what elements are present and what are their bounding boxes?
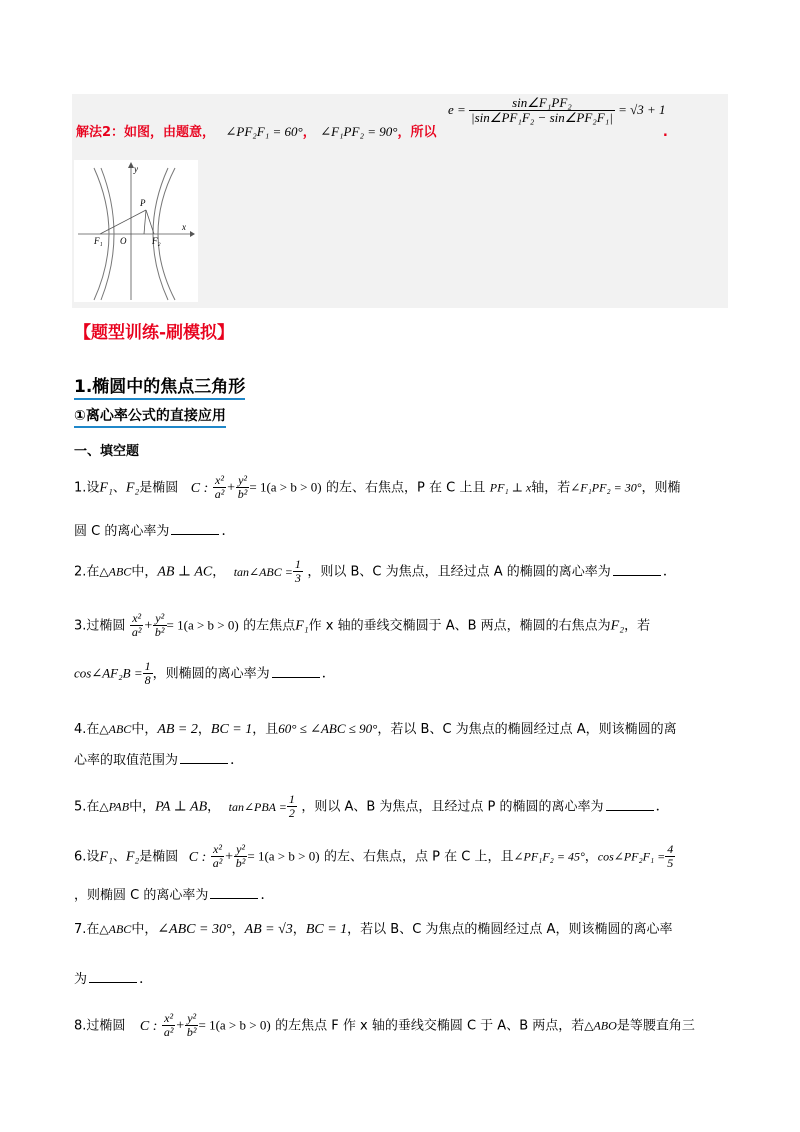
q2-c: 中， <box>131 564 158 580</box>
q8-den1: a² <box>163 1025 174 1040</box>
q4-e: ， <box>197 722 211 737</box>
q5-a: 5.在 <box>74 799 100 815</box>
label-x: x <box>182 222 186 232</box>
q1-c: 、 <box>112 480 126 496</box>
q1-h: PF₁ ⊥ x <box>489 480 532 495</box>
q6-h: ∠PF₁F₂ = 45° <box>513 849 585 864</box>
q5-f: tan∠PBA = <box>228 799 287 814</box>
q7-d: ∠ABC = 30° <box>157 922 232 937</box>
q6-den: 5 <box>667 856 674 871</box>
q6-a: 6.设 <box>74 849 100 865</box>
section-title: 【题型训练-刷模拟】 <box>74 323 235 343</box>
q4-c: 中， <box>131 722 158 737</box>
q3-num1: x² <box>130 612 144 626</box>
q4-h: 60° ≤ ∠ABC ≤ 90° <box>278 721 378 736</box>
q4-blank[interactable] <box>180 763 228 764</box>
q1-g: 的左、右焦点，P 在 C 上且 <box>326 480 486 496</box>
q1-c-label: C : <box>190 480 209 496</box>
q4-i: ，若以 B、C 为焦点的椭圆经过点 A，则该椭圆的离 <box>377 722 677 737</box>
question-3-cont <box>74 660 326 687</box>
q6-k: ，则椭圆 C 的离心率为 <box>74 888 209 903</box>
q3-h: ，则椭圆的离心率为 <box>152 666 270 682</box>
q1-k: ，则椭 <box>641 480 681 496</box>
q8-num2: y² <box>185 1012 199 1026</box>
question-2 <box>74 558 667 585</box>
q3-plus: + <box>143 618 153 634</box>
q3-den2: b² <box>154 625 165 640</box>
q2-a: 2.在 <box>74 564 100 580</box>
q5-e: ， <box>207 799 221 815</box>
q2-num: 1 <box>294 557 301 571</box>
q1-a: 1.设 <box>74 480 100 496</box>
q7-g: ， <box>292 922 306 937</box>
hyperbola-figure <box>74 160 198 302</box>
question-7 <box>74 918 672 938</box>
q8-den2: b² <box>186 1025 197 1040</box>
q4-k: . <box>230 752 235 768</box>
question-8 <box>74 1012 695 1039</box>
q3-e: F₂ <box>610 618 625 634</box>
angle-2: ∠F₁PF₂ = 90° <box>320 124 398 139</box>
q4-g: ，且 <box>252 722 279 737</box>
q7-j: 为 <box>74 972 88 987</box>
sep-2: ，所以 <box>397 125 437 140</box>
hyperbola-diagram <box>74 160 198 302</box>
q7-c: 中， <box>131 922 158 937</box>
q5-b: △PAB <box>99 799 130 814</box>
q7-e: ， <box>231 922 245 937</box>
question-4 <box>74 718 677 738</box>
q6-blank[interactable] <box>210 898 258 899</box>
q8-e: 是等腰直角三 <box>616 1018 695 1034</box>
q1-f1: F₁ <box>99 480 113 496</box>
q3-den1: a² <box>131 625 142 640</box>
label-o: O <box>120 236 127 246</box>
q6-den1: a² <box>212 856 223 871</box>
e-denominator: |sin∠PF₁F₂ − sin∠PF₂F₁| <box>471 110 613 126</box>
q6-l: . <box>260 887 265 903</box>
label-f2: F₂ <box>152 236 161 246</box>
q2-d: AB ⊥ AC <box>157 564 213 580</box>
heading-1: 1.椭圆中的焦点三角形 <box>74 372 245 400</box>
sep-1: ， <box>302 125 316 140</box>
question-3 <box>74 612 650 639</box>
q5-d: PA ⊥ AB <box>155 799 208 815</box>
q6-j: cos∠PF₂F₁ = <box>597 849 666 864</box>
q3-den: 8 <box>144 673 151 688</box>
q2-g: ，则以 B、C 为焦点，且经过点 A 的椭圆的离心率为 <box>307 564 611 580</box>
q3-d: 作 x 轴的垂线交椭圆于 A、B 两点，椭圆的右焦点为 <box>308 618 611 634</box>
q5-blank[interactable] <box>606 810 654 811</box>
q2-h: . <box>662 563 668 580</box>
q6-g: 的左、右焦点，点 P 在 C 上，且 <box>324 849 514 865</box>
q8-num1: x² <box>162 1012 176 1026</box>
label-f1: F₁ <box>94 236 103 246</box>
q7-h: BC = 1 <box>305 922 348 937</box>
q4-f: BC = 1 <box>210 722 253 737</box>
q7-a: 7.在 <box>74 922 100 937</box>
angle-1: ∠PF₂F₁ = 60° <box>225 124 303 139</box>
q1-plus: + <box>226 480 236 496</box>
segment-p-f2 <box>146 210 154 234</box>
q7-i: ，若以 B、C 为焦点的椭圆经过点 A，则该椭圆的离心率 <box>347 922 673 937</box>
q6-i: ， <box>584 849 598 865</box>
q5-h: . <box>655 798 660 815</box>
q8-plus: + <box>175 1018 185 1034</box>
q6-den2: b² <box>235 856 246 871</box>
q1-num2: y² <box>236 474 250 488</box>
q3-rest: = 1(a > b > 0) <box>166 617 239 633</box>
q3-f: ，若 <box>624 618 651 634</box>
q3-b: 的左焦点 <box>243 618 296 634</box>
q6-f: C : <box>188 849 207 865</box>
q6-num: 4 <box>667 842 674 856</box>
q1-i: 轴，若 <box>531 480 571 496</box>
e-rhs: = √3 + 1 <box>618 101 666 117</box>
q6-rest: = 1(a > b > 0) <box>247 848 320 864</box>
q6-b: F₁ <box>99 849 113 865</box>
q6-num2: y² <box>234 843 248 857</box>
q8-c: 的左焦点 F 作 x 轴的垂线交椭圆 C 于 A、B 两点，若 <box>275 1018 585 1034</box>
question-6 <box>74 843 675 870</box>
q5-g: ，则以 A、B 为焦点，且经过点 P 的椭圆的离心率为 <box>301 799 604 815</box>
q1-den1: a² <box>214 487 225 502</box>
solution-line <box>76 121 668 140</box>
q4-b: △ABC <box>99 722 132 736</box>
q1-e: 是椭圆 <box>139 480 179 496</box>
q3-num2: y² <box>153 612 167 626</box>
q1-den2: b² <box>237 487 248 502</box>
q3-i: . <box>321 665 327 682</box>
heading-2: ①离心率公式的直接应用 <box>74 405 226 428</box>
solution-label: 解法2：如图，由题意， <box>76 125 216 140</box>
q1-j: ∠F₁PF₂ = 30° <box>570 480 642 495</box>
q5-num: 1 <box>288 792 295 806</box>
question-1 <box>74 474 681 501</box>
e-lhs: e = <box>448 101 466 117</box>
q8-b: C : <box>139 1018 158 1034</box>
q7-blank[interactable] <box>89 982 137 983</box>
q2-den: 3 <box>294 571 301 586</box>
q3-g: cos∠AF₂B = <box>74 665 143 681</box>
q3-a: 3.过椭圆 <box>74 618 126 634</box>
q2-f: tan∠ABC = <box>233 564 293 579</box>
q5-c: 中， <box>129 799 156 815</box>
q3-blank[interactable] <box>272 677 320 678</box>
q7-f: AB = √3 <box>244 922 293 937</box>
question-1-cont <box>74 520 226 539</box>
q4-d: AB = 2 <box>157 722 198 737</box>
q1-rest: = 1(a > b > 0) <box>249 479 322 495</box>
q5-den: 2 <box>288 806 295 821</box>
solution-end: . <box>662 125 668 140</box>
q2-blank[interactable] <box>613 575 661 576</box>
x-axis-arrow <box>190 231 195 237</box>
q8-rest: = 1(a > b > 0) <box>198 1017 271 1033</box>
question-5 <box>74 793 660 820</box>
question-7-cont <box>74 968 143 987</box>
q1-blank[interactable] <box>171 534 219 535</box>
q1-l: 圆 C 的离心率为 <box>74 524 170 539</box>
q8-d: △ABO <box>584 1018 617 1033</box>
q6-c: 、 <box>112 849 126 865</box>
q7-k: . <box>139 971 144 987</box>
q6-plus: + <box>224 849 234 865</box>
question-6-cont <box>74 884 265 903</box>
q1-f2: F₂ <box>125 480 140 496</box>
q3-num: 1 <box>144 659 151 673</box>
q1-m: . <box>221 523 226 539</box>
q6-num1: x² <box>211 843 225 857</box>
q8-a: 8.过椭圆 <box>74 1018 126 1034</box>
q2-e: ， <box>212 564 226 580</box>
segment-f1-p <box>100 210 146 234</box>
q2-b: △ABC <box>99 564 132 579</box>
label-p: P <box>140 198 146 208</box>
q3-c: F₁ <box>295 618 309 634</box>
heading-3: 一、填空题 <box>74 444 140 459</box>
q7-b: △ABC <box>99 922 132 936</box>
q1-num1: x² <box>213 474 227 488</box>
q4-j: 心率的取值范围为 <box>74 753 179 768</box>
q4-a: 4.在 <box>74 722 100 737</box>
q6-d: F₂ <box>125 849 140 865</box>
label-y: y <box>134 164 138 174</box>
segment-p-axis <box>144 210 146 234</box>
e-numerator: sin∠F₁PF₂ <box>469 96 615 111</box>
question-4-cont <box>74 749 234 768</box>
q6-e: 是椭圆 <box>139 849 179 865</box>
